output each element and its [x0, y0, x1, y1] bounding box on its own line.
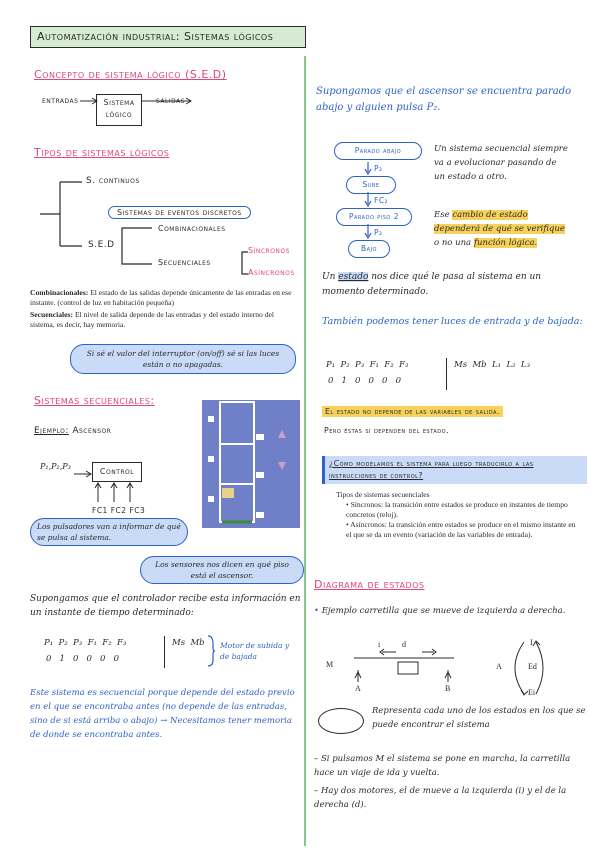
suppose-text: Supongamos que el controlador recibe esta información en un instante de tiempo determinado: [30, 594, 301, 618]
example-cart [314, 604, 586, 618]
note-buttons: Los pulsadores van a informar de qué se pulsa al sistema. [30, 518, 188, 546]
bullet-icon: • [314, 606, 320, 616]
loop-label-I: I [530, 638, 533, 647]
motor-note: Motor de subida y de bajada [220, 641, 290, 661]
state-parado-abajo: Parado abajo [334, 142, 422, 160]
tree-sed: S.E.D [88, 240, 115, 250]
bullet-pulsamos [314, 752, 586, 780]
represent-text: Representa cada uno de los estados en los que se puede encontrar el sistema [372, 706, 586, 730]
bullet-dot-icon: • [346, 520, 351, 529]
intro-text: Supongamos que el ascensor se encuentra parado abajo y alguien pulsa P₂. [316, 86, 572, 113]
transition-2: FC₂ [374, 196, 389, 205]
tree-discrete-events: Sistemas de eventos discretos [108, 206, 251, 219]
bullet-motores [314, 784, 586, 812]
desc-change-a: Ese [434, 210, 450, 220]
control-inputs-label: P₁,P₂,P₃ [40, 462, 71, 471]
desc-evolution: Un sistema secuencial siempre va a evolucionar pasando de un estado a otro. [434, 144, 568, 182]
elevator-shaft-icon [202, 400, 300, 528]
example-value: Ascensor [72, 426, 112, 436]
async-def: la transición entre estados se produce en el mismo instante en el que se da un evento (variación de las variables de entrada). [346, 520, 576, 539]
dash-icon: – [314, 786, 321, 796]
block-input-label: entradas [42, 96, 79, 105]
combinational-definition [30, 288, 298, 308]
sync-term: Síncronos: [350, 500, 384, 509]
cart-label-M: M [326, 660, 334, 669]
seq-types-box [336, 490, 576, 540]
tree-continuous: S. continuos [86, 176, 140, 186]
desc-change-b: cambio de estado dependerá de qué se verifique [434, 210, 565, 234]
state-def-b: estado [338, 272, 369, 282]
loop-label-Ei: Ei [528, 688, 536, 697]
cart-label-A: A [355, 684, 361, 693]
state-definition [322, 270, 584, 300]
block-system-box [96, 94, 142, 126]
state-sube: Sube [346, 176, 396, 194]
state-dependent: Pero éstas sí dependen del estado. [324, 426, 450, 435]
sync-def: la transición entre estados se produce en instantes de tiempo concretos (reloj). [346, 500, 568, 519]
sequential-definition [30, 310, 298, 330]
desc-change-c: o no una [434, 238, 472, 248]
state-bajo: Bajo [348, 240, 390, 258]
io-table-outputs: Ms Mb L₁ L₂ L₃ [454, 360, 530, 370]
tree-combinational: Combinacionales [158, 224, 226, 233]
bullet-motores-text: Hay dos motores, el de mueve a la izquierda (i) y el de la derecha (d). [314, 786, 567, 810]
concept-heading: Concepto de sistema lógico (S.E.D) [34, 68, 227, 81]
dash-icon: – [314, 754, 321, 764]
transition-1: P₂ [374, 164, 383, 173]
example-line [34, 426, 111, 436]
example-cart-text: Ejemplo carretilla que se mueve de izquierda a derecha. [321, 606, 566, 616]
input-table-header: P₁ P₂ P₃ F₁ F₂ F₃ [44, 638, 127, 648]
desc-change [434, 208, 568, 250]
diagram-heading: Diagrama de estados [314, 578, 425, 591]
cart-label-d: d [402, 640, 406, 649]
bullet-pulsamos-text: Si pulsamos M el sistema se pone en marcha, la carretilla hace un viaje de ida y vuelta. [314, 754, 571, 778]
state-def-a: Un [322, 272, 336, 282]
cart-label-B: B [445, 684, 451, 693]
block-box-line2: lógico [105, 110, 133, 119]
tree-asynchronous: Asíncronos [248, 268, 295, 277]
io-table-header: P₁ P₂ P₃ F₁ F₂ F₃ [326, 360, 409, 370]
input-table-separator [164, 636, 165, 668]
loop-label-Ed: Ed [528, 662, 537, 671]
input-table-values: 0 1 0 0 0 0 [46, 654, 119, 664]
cart-label-i: i [378, 640, 381, 649]
control-feedback-label: FC1 FC2 FC3 [92, 506, 146, 515]
types-heading: Tipos de sistemas lógicos [34, 146, 170, 159]
tree-synchronous: Síncronos [248, 246, 290, 255]
loop-label-A: A [496, 662, 502, 671]
block-box-line1: Sistema [103, 98, 135, 107]
seq-heading: Sistemas secuenciales: [34, 394, 155, 407]
note-switch: Si sé el valor del interruptor (on/off) sé si las luces están o no apagadas. [70, 344, 296, 374]
tree-sequential: Secuenciales [158, 258, 211, 267]
page-title: Automatización industrial: Sistemas lógicos [30, 26, 306, 48]
seq-types-title: Tipos de sistemas secuenciales [336, 490, 430, 499]
sequential-def: El nivel de salida depende de las entradas y del estado interno del sistema, es decir, hay memoria. [30, 310, 274, 329]
transition-3: P₂ [374, 228, 383, 237]
state-def-c: nos dice qué le pasa al sistema en un momento determinado. [322, 272, 542, 297]
async-item [336, 520, 576, 540]
io-table-separator [446, 358, 447, 390]
combinational-term: Combinacionales: [30, 288, 89, 297]
sequential-term: Secuenciales: [30, 310, 74, 319]
io-table-values: 0 1 0 0 0 0 [328, 376, 401, 386]
input-table-outputs: Ms Mb [172, 638, 205, 648]
motor-brace [206, 634, 216, 668]
modeling-question: ¿Cómo modelamos el sistema para luego traducirlo a las instrucciones de control? [322, 456, 587, 484]
elevator-illustration [202, 400, 300, 528]
control-box: Control [92, 462, 142, 482]
note-sensors: Los sensores nos dicen en qué piso está el ascensor. [140, 556, 304, 584]
combinational-def: El estado de las salidas depende únicamente de las entradas en ese instante. (control de luz en habitación pequeña) [30, 288, 292, 307]
sync-item [336, 500, 576, 520]
state-independent: El estado no depende de las variables de salida. [322, 406, 503, 417]
example-label: Ejemplo: [34, 426, 69, 436]
desc-change-d: función lógica. [473, 238, 538, 248]
bullet-dot-icon: • [346, 500, 351, 509]
block-output-label: salidas [156, 96, 186, 105]
memory-note: Este sistema es secuencial porque depende del estado previo en el que se encontraba antes (no depende de las entradas, sino de si está arriba o abajo) → Necesitamos tener memoria de donde se encontraba antes. [30, 688, 295, 740]
state-parado-piso-2: Parado piso 2 [336, 208, 412, 226]
io-note: También podemos tener luces de entrada y de bajada: [322, 316, 583, 327]
async-term: Asíncronos: [350, 520, 387, 529]
state-symbol-icon [318, 708, 364, 734]
